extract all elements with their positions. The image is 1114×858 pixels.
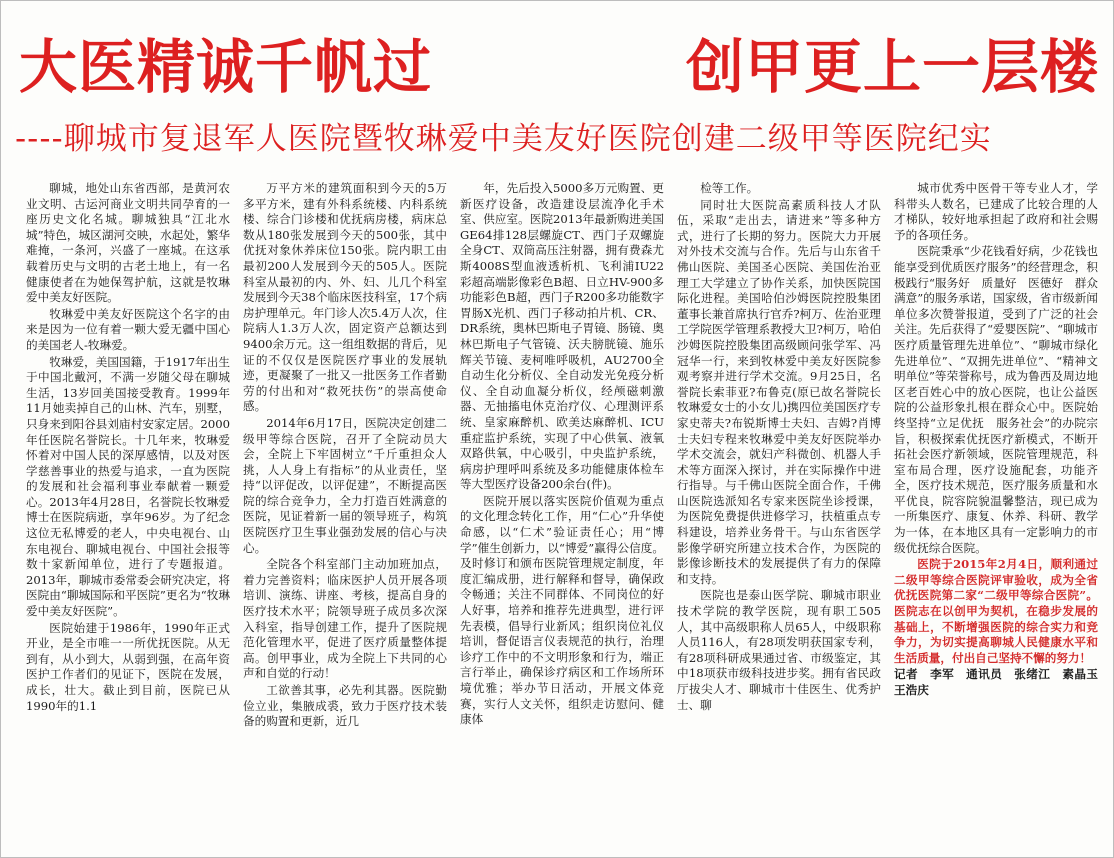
paragraph: 医院始建于1986年，1990年正式开业，是全市唯一一所优抚医院。从无到有，从小到大，从弱到强，在高年资医护工作者们的见证下，医院在发展，成长，壮大。截止到目前，医院已从1990年的1.1 (26, 620, 230, 713)
paragraph: 城市优秀中医骨干等专业人才，学科带头人数名，已建成了比较合理的人才梯队，较好地承担起了政府和社会赐予的各项任务。 (894, 181, 1098, 242)
headline (19, 29, 1099, 105)
paragraph: 医院秉承“少花钱看好病，少花钱也能享受到优质医疗服务”的经营理念，积极践行“服务好 质量好 医德好 群众满意”的服务承诺，国家级，省市级新闻单位多次赞誉报道，受到了广泛的社会关注。先后获得了“爱婴医院”、“聊城市医疗质量管理先进单位”、“聊城市绿化先进单位”、“双拥先进单位”、“精神文明单位”等荣誉称号，成为鲁西及周边地区老百姓心中的放心医院，也让公益医院的公益形象扎根在群众心中。医院始终坚持“立足优抚 服务社会”的办院宗旨，积极探索优抚医疗新模式，不断开拓社会医疗新领域，医院管理规范，科室布局合理，医疗设施配套，功能齐全，医疗技术规范，医疗服务质量和水平优良，院容院貌温馨整洁，现已成为一所集医疗、康复、休养、科研、教学为一体，在本地区具有一定影响力的市级优抚综合医院。 (894, 244, 1098, 555)
paragraph: 工欲善其事，必先利其器。医院勤俭立业，集腋成裘，致力于医疗技术装备的购置和更新，近几 (243, 683, 447, 729)
paragraph: 同时壮大医院高素质科技人才队伍，采取“走出去，请进来”等多种方式，进行了长期的努力。医院大力开展对外技术交流与合作。先后与山东省千佛山医院、美国圣心医院、美国佐治亚理工大学建立了协作关系，加快医院国际化进程。美国哈伯沙姆医院控股集团董事长兼首席执行官乔?柯万、佐治亚理工学院医学管理系教授大卫?柯万，哈伯沙姆医院控股集团高级顾问张学军、冯冠华一行，来到牧林爱中美友好医院参观考察并进行学术交流。9月25日，名誉院长索菲亚?布鲁克(原已故名誉院长牧琳爱女士的小女儿)携四位美国医疗专家史蒂夫?布锐斯博士夫妇、吉姆?肖博士夫妇专程来牧琳爱中美友好医院举办学术交流会，就妇产科微创、机器人手术等方面深入探讨，并在实际操作中进行指导。与千佛山医院全面合作，千佛山医院选派知名专家来医院坐诊授课，为医院免费提供进修学习，扶植重点专科建设，培养业务骨干。与山东省医学影像学研究所建立技术合作，为医院的影像诊断技术的发展提供了有力的保障和支持。 (677, 197, 881, 586)
article-body (26, 181, 1110, 841)
paragraph: 检等工作。 (700, 181, 759, 195)
paragraph: 牧琳爱中美友好医院这个名字的由来是因为一位有着一颗大爱无疆中国心的美国老人-牧琳爱。 (26, 306, 230, 352)
paragraph: 医院开展以落实医院价值观为重点的文化理念转化工作，用“仁心”升华使命感，以“仁术”验证责任心；用“博学”催生创新力，以“博爱”赢得公信度。及时修订和颁布医院管理规定制度，年度汇编成册，进行解释和督导，确保政令畅通；关注不同群体、不同岗位的好人好事，培养和推荐先进典型，进行评先表模，倡导行业新风；组织岗位礼仪培训，督促语言仪表规范的执行，治理诊疗工作中的不文明形象和行为，端正言行举止，确保诊疗病区和工作场所环境优雅；举办节日活动，开展文体竞赛，实行人文关怀，组织走访慰问、健康体 (460, 493, 664, 727)
paragraph: 万平方米的建筑面积到今天的5万多平方米，建有外科系统楼、内科系统楼、综合门诊楼和优抚病房楼，病床总数从180张发展到今天的500张，其中优抚对象休养床位150张。院内职工由最初200人发展到今天的505人。医院科室从最初的内、外、妇、儿几个科室发展到今天38个临床医技科室，17个病房护理单元。年门诊人次5.4万人次，住院病人1.3万人次，固定资产总额达到9400余万元。这一组组数据的背后，见证的不仅仅是医院医疗事业的发展轨迹，更凝聚了一批又一批医务工作者勤劳的付出和对“救死扶伤”的崇高使命感。 (243, 181, 447, 414)
paragraph: 年，先后投入5000多万元购置、更新医疗设备，改造建设层流净化手术室、供应室。医院2013年最新购进美国GE64排128层螺旋CT、西门子双螺旋全身CT、双筒高压注射器，拥有费森尤斯4008S型血液透析机、飞利浦IU22彩超高端影像彩色B超、日立HV-900多功能彩色B超，西门子R200多功能数字胃肠X光机、西门子移动拍片机、CR、DR系统，奥林巴斯电子胃镜、肠镜、奥林巴斯电子气管镜、沃夫膀胱镜、施乐辉关节镜、麦柯唯呼吸机，AU2700全自动生化分析仪、全自动发光免疫分析仪、全自动血凝分析仪，经颅磁刺激器、无抽搐电休克治疗仪、心理测评系统、皇家麻醉机、欧美达麻醉机、ICU重症监护系统，实现了中心供氧、液氧双路供氧，中心吸引，中央监护系统，病房护理呼叫系统及多功能健康体检车等大型医疗设备200余台(件)。 (460, 181, 664, 492)
article-column-1 (26, 181, 230, 841)
paragraph: 医院也是泰山医学院、聊城市职业技术学院的教学医院，现有职工505人，其中高级职称人员65人，中级职称人员116人，有28项发明获国家专利，有28项科研成果通过省、市级鉴定，其中18项获市级科技进步奖。拥有省民政厅拔尖人才、聊城市十佳医生、优秀护士、聊 (677, 588, 881, 712)
subheadline: ----聊城市复退军人医院暨牧琳爱中美友好医院创建二级甲等医院纪实 (15, 121, 992, 157)
paragraph: 全院各个科室部门主动加班加点，着力完善资料；临床医护人员开展各项培训、演练、讲座、考核，提高自身的医疗技术水平；院领导班子成员多次深入科室，指导创建工作，提升了医院规范化管理水平，促进了医疗质量整体提高。创甲事业，成为全院上下共同的心声和自觉的行动！ (243, 557, 447, 681)
paragraph: 聊城，地处山东省西部，是黄河农业文明、古运河商业文明共同孕育的一座历史文化名城。聊城独具“江北水城”特色，城区湖河交映，水起处，繁华难掩，一条河，兴盛了一座城。在这承载着历史与文明的古老土地上，有一名健康使者在为她保驾护航，这就是牧琳爱中美友好医院。 (26, 181, 230, 305)
byline: 记者 李军 通讯员 张绪江 素晶玉 王浩庆 (894, 667, 1110, 697)
paragraph: 2014年6月17日，医院决定创建二级甲等综合医院，召开了全院动员大会，全院上下牢固树立“千斤重担众人挑，人人身上有指标”的从业责任，坚持“以评促改，以评促建”，不断提高医院的综合竞争力，全力打造百姓满意的医院，见证着新一届的领导班子，构筑医院医疗卫生事业强劲发展的信心与决心。 (243, 415, 447, 555)
article-column-3 (460, 181, 664, 841)
article-column-5 (894, 181, 1110, 841)
headline-part-1: 大医精诚千帆过 (19, 33, 433, 101)
paragraph: 牧琳爱，美国国籍，于1917年出生于中国北戴河，不满一岁随父母在聊城生活，13岁回美国接受教育。1999年11月她卖掉自己的山林、汽车，别墅，只身来到阳谷县刘庙村安家定居。2000年任医院名誉院长。十几年来，牧琳爱怀着对中国人民的深厚感情，以及对医学慈善事业的热爱与追求，一直为医院的发展和社会福利事业奉献着一颗爱心。2013年4月28日，名誉院长牧琳爱博士在医院病逝，享年96岁。为了纪念这位无私博爱的老人，中央电视台、山东电视台、聊城电视台、中国社会报等数十家新闻单位，进行了专题报道。2013年，聊城市委常委会研究决定，将医院由“聊城国际和平医院”更名为“牧琳爱中美友好医院”。 (26, 354, 230, 619)
article-column-4 (677, 181, 881, 841)
headline-part-2: 创甲更上一层楼 (685, 33, 1099, 101)
highlighted-paragraph: 医院于2015年2月4日，顺利通过二级甲等综合医院评审验收，成为全省优抚医院第二家“二级甲等综合医院”。医院志在以创甲为契机，在稳步发展的基础上，不断增强医院的综合实力和竞争力，为切实提高聊城人民健康水平和生活质量，付出自己坚持不懈的努力！ (894, 557, 1098, 665)
article-column-2 (243, 181, 447, 841)
